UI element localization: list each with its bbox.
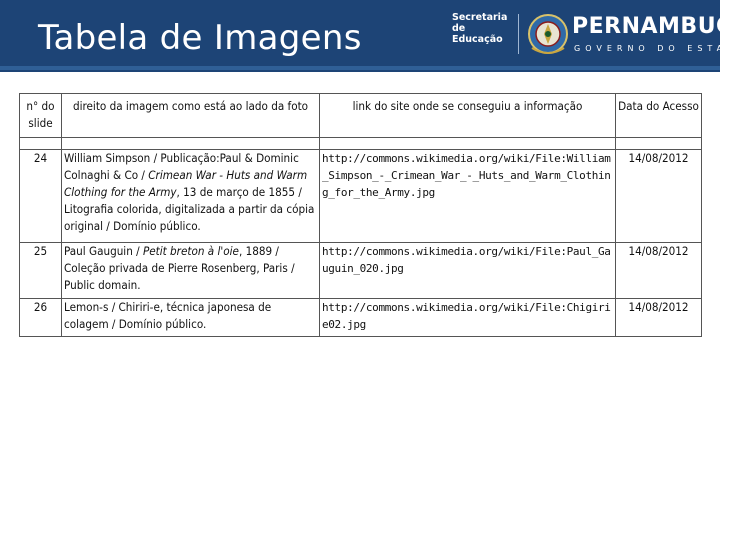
column-header-date: Data do Acesso bbox=[616, 94, 702, 138]
header-accent-line bbox=[0, 66, 720, 70]
page-title: Tabela de Imagens bbox=[38, 18, 362, 58]
source-link[interactable]: http://commons.wikimedia.org/wiki/File:William_Simpson_-_Crimean_War_-_Huts_and_Warm_Clothing_for_the_Army.jpg bbox=[320, 150, 616, 243]
slide-number: 24 bbox=[20, 150, 62, 243]
department-name: Secretaria de Educação bbox=[452, 12, 508, 45]
spacer-row bbox=[20, 138, 702, 150]
image-credits-table bbox=[19, 93, 701, 337]
source-link[interactable]: http://commons.wikimedia.org/wiki/File:Chigirie02.jpg bbox=[320, 299, 616, 337]
column-header-link: link do site onde se conseguiu a informação bbox=[320, 94, 616, 138]
header-bar bbox=[0, 0, 752, 72]
table-row bbox=[20, 242, 702, 298]
brand-name: PERNAMBUCO bbox=[572, 14, 752, 39]
brand-subtitle: GOVERNO DO ESTADO bbox=[574, 44, 750, 53]
access-date: 14/08/2012 bbox=[616, 150, 702, 243]
logo-divider bbox=[518, 14, 519, 54]
column-header-slide: n° do slide bbox=[20, 94, 62, 138]
table-header-row bbox=[20, 94, 702, 138]
government-logo bbox=[452, 10, 752, 60]
slide-number: 26 bbox=[20, 299, 62, 337]
rights-cell: William Simpson / Publicação:Paul & Dominic Colnaghi & Co / Crimean War - Huts and Warm Clothing for the Army, 13 de março de 1855 / Litografia colorida, digitalizada a partir da cópia original / Domínio público. bbox=[62, 150, 320, 243]
slide-number: 25 bbox=[20, 242, 62, 298]
column-header-rights: direito da imagem como está ao lado da foto bbox=[62, 94, 320, 138]
source-link[interactable]: http://commons.wikimedia.org/wiki/File:Paul_Gauguin_020.jpg bbox=[320, 242, 616, 298]
rights-cell: Lemon-s / Chiriri-e, técnica japonesa de colagem / Domínio público. bbox=[62, 299, 320, 337]
table-row bbox=[20, 299, 702, 337]
access-date: 14/08/2012 bbox=[616, 242, 702, 298]
rights-cell: Paul Gauguin / Petit breton à l'oie, 1889 / Coleção privada de Pierre Rosenberg, Paris / Public domain. bbox=[62, 242, 320, 298]
state-seal-icon bbox=[526, 10, 570, 58]
table-row bbox=[20, 150, 702, 243]
access-date: 14/08/2012 bbox=[616, 299, 702, 337]
